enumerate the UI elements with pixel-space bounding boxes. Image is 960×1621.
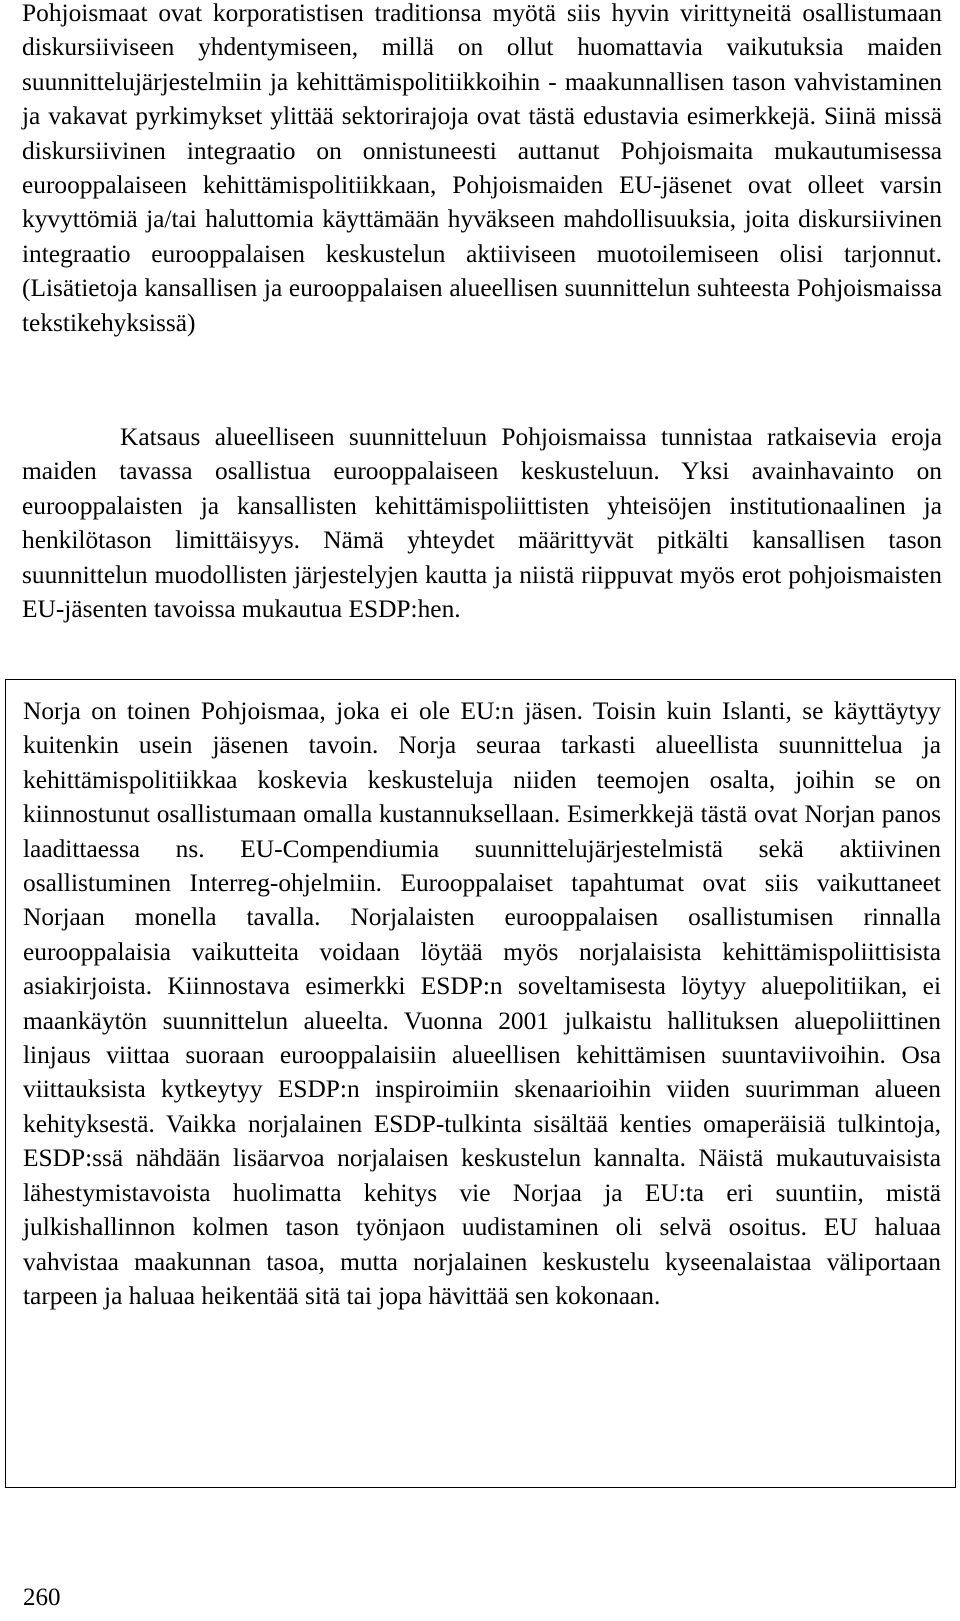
body-paragraph-1: Pohjoismaat ovat korporatistisen traditionsa myötä siis hyvin virittyneitä osallistumaan diskursiiviseen yhdentymiseen, millä on ollut huomattavia vaikutuksia maiden suunnittelujärjestelmiin ja kehittämispolitiikkoihin - maakunnallisen tason vahvistaminen ja vakavat pyrkimykset ylittää sektorirajoja ovat tästä edustavia esimerkkejä. Siinä missä diskursiivinen integraatio on onnistuneesti auttanut Pohjoismaita mukautumisessa eurooppalaiseen kehittämispolitiikkaan, Pohjoismaiden EU-jäsenet ovat olleet varsin kyvyttömiä ja/tai haluttomia käyttämään hyväkseen mahdollisuuksia, joita diskursiivinen integraatio eurooppalaisen keskustelun aktiiviseen muotoilemiseen olisi tarjonnut. (Lisätietoja kansallisen ja eurooppalaisen alueellisen suunnittelun suhteesta Pohjoismaissa tekstikehyksissä) [22,0,942,337]
body-paragraph-2: Katsaus alueelliseen suunnitteluun Pohjoismaissa tunnistaa ratkaisevia eroja maiden tavassa osallistua eurooppalaiseen keskusteluun. Yksi avainhavainto on eurooppalaisten ja kansallisten kehittämispoliittisten yhteisöjen institutionaalinen ja henkilötason limittäisyys. Nämä yhteydet määrittyvät pitkälti kansallisen tason suunnittelun muodollisten järjestelyjen kautta ja niistä riippuvat myös erot pohjoismaisten EU-jäsenten tavoissa mukautua ESDP:hen. [22,423,942,624]
text-box-content: Norja on toinen Pohjoismaa, joka ei ole EU:n jäsen. Toisin kuin Islanti, se käyttäytyy kuitenkin usein jäsenen tavoin. Norja seuraa tarkasti alueellista suunnittelua ja kehittämispolitiikkaa koskevia keskusteluja niiden teemojen osalta, joihin se on kiinnostunut osallistumaan omalla kustannuksellaan. Esimerkkejä tästä ovat Norjan panos laadittaessa ns. EU-Compendiumia suunnittelujärjestelmistä sekä aktiivinen osallistuminen Interreg-ohjelmiin. Eurooppalaiset tapahtumat ovat siis vaikuttaneet Norjaan monella tavalla. Norjalaisten eurooppalaisen osallistumisen rinnalla eurooppalaisia vaikutteita voidaan löytää myös norjalaisista kehittämispoliittisista asiakirjoista. Kiinnostava esimerkki ESDP:n soveltamisesta löytyy aluepolitiikan, ei maankäytön suunnittelun alueelta. Vuonna 2001 julkaistu hallituksen aluepoliittinen linjaus viittaa suoraan eurooppalaisiin alueellisen kehittämisen suuntaviivoihin. Osa viittauksista kytkeytyy ESDP:n inspiroimiin skenaarioihin viiden suurimman alueen kehityksestä. Vaikka norjalainen ESDP-tulkinta sisältää kenties omaperäisiä tulkintoja, ESDP:ssä nähdään lisäarvoa norjalaisen keskustelun kannalta. Näistä mukautuvaisista lähestymistavoista huolimatta kehitys vie Norjaa ja EU:ta eri suuntiin, mistä julkishallinnon kolmen tason työnjaon uudistaminen oli selvä osoitus. EU haluaa vahvistaa maakunnan tasoa, mutta norjalainen keskustelu kyseenalaistaa väliportaan tarpeen ja haluaa heikentää sitä tai jopa hävittää sen kokonaan. [23,697,941,1310]
page-number: 260 [23,1584,61,1611]
text-box-norway [5,679,956,1488]
